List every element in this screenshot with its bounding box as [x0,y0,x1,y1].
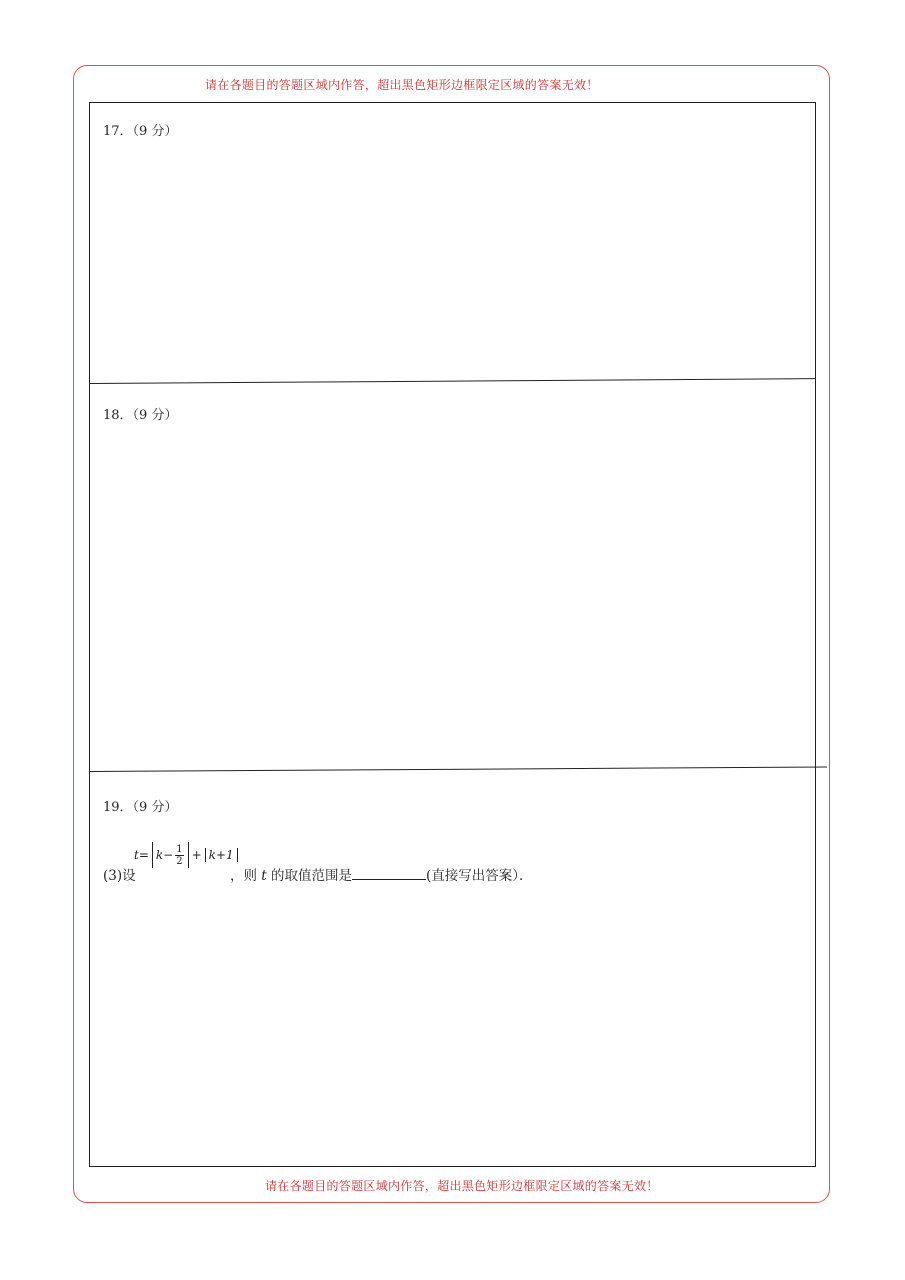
warning-top: 请在各题目的答题区域内作答，超出黑色矩形边框限定区域的答案无效！ [205,78,599,92]
question-19-label: 19．（9 分） [103,800,178,815]
text-part1: ，则 [230,868,262,884]
formula-numerator: 1 [176,843,183,855]
question-18-label: 18．（9 分） [103,408,178,423]
sub-question-text [230,864,533,884]
variable-t: t [261,868,267,884]
text-part2: 的取值范围是 [266,868,353,884]
warning-bottom: 请在各题目的答题区域内作答，超出黑色矩形边框限定区域的答案无效！ [265,1179,659,1193]
answer-blank[interactable] [352,867,426,880]
answer-area-box [89,102,816,1167]
sub-question-prefix: (3)设 [103,868,136,884]
formula-k-plus-1: k+1 [208,848,234,862]
question-17-label: 17．（9 分） [103,124,178,139]
formula-plus: + [191,848,202,862]
formula-image [134,842,240,868]
formula-denominator: 2 [176,855,183,867]
text-suffix: (直接写出答案）． [426,868,533,884]
formula-k-minus: k− [155,848,174,862]
formula-lhs: t= [134,848,149,862]
formula-fraction [175,844,183,867]
